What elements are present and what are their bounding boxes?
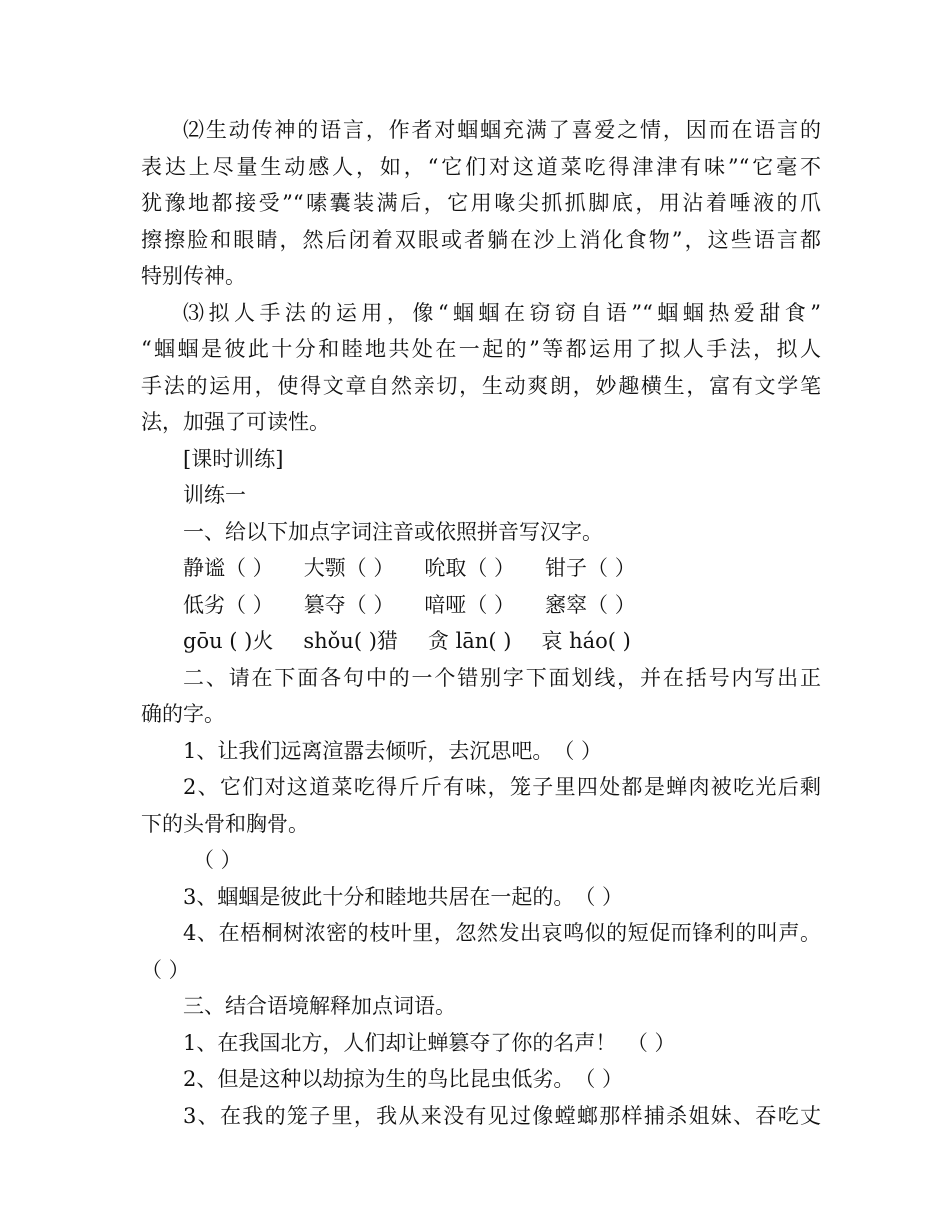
q1-pinyin-4: 哀 háo( ) xyxy=(541,629,631,653)
question-1-row-3 xyxy=(141,623,821,660)
q1-word-2-2: 篡夺（ ） xyxy=(303,592,395,617)
q1-word-2-3: 喑哑（ ） xyxy=(424,592,516,617)
training-title: 训练一 xyxy=(183,483,246,507)
question-2-item-2-line-2: 下的头骨和胸骨。 xyxy=(141,811,309,836)
section-title: [课时训练] xyxy=(183,446,284,471)
paragraph-2-line-1: ⑵生动传神的语言，作者对蝈蝈充满了喜爱之情，因而在语言的 xyxy=(183,118,821,142)
paragraph-2-line-3: 犹豫地都接受”“嗉囊装满后，它用喙尖抓抓脚底，用沾着唾液的爪 xyxy=(141,191,821,215)
question-2-item-4-line-1: 4、在梧桐树浓密的枝叶里，忽然发出哀鸣似的短促而锋利的叫声。 xyxy=(183,921,821,945)
question-3-item-2: 2、但是这种以劫掠为生的鸟比昆虫低劣。 （ ） xyxy=(183,1067,624,1091)
q1-pinyin-1: gōu ( )火 xyxy=(183,629,274,653)
question-1-row-1 xyxy=(141,550,821,587)
question-2-title-line-2: 确的字。 xyxy=(141,702,225,726)
question-1-title: 一、给以下加点字词注音或依照拼音写汉字。 xyxy=(183,519,603,544)
paragraph-2-line-4: 擦擦脸和眼睛，然后闭着双眼或者躺在沙上消化食物”，这些语言都 xyxy=(141,227,821,252)
question-2-item-3: 3、蝈蝈是彼此十分和睦地共居在一起的。 （ ） xyxy=(183,884,624,909)
q1-pinyin-3: 贪 lān( ) xyxy=(427,629,512,653)
paragraph-2-line-5: 特别传神。 xyxy=(141,264,246,288)
q1-word-1-4: 钳子（ ） xyxy=(545,556,636,580)
question-3-title: 三、结合语境解释加点词语。 xyxy=(183,994,456,1018)
document-body xyxy=(141,112,821,1134)
paragraph-3-line-3: 手法的运用，使得文章自然亲切，生动爽朗，妙趣横生，富有文学笔 xyxy=(141,373,821,398)
q1-word-1-2: 大颚（ ） xyxy=(303,556,395,580)
question-2-item-4-line-2: （ ） xyxy=(141,957,190,982)
paragraph-2-line-2: 表达上尽量生动感人，如，“它们对这道菜吃得津津有味”“它毫不 xyxy=(141,154,821,179)
question-3-item-3: 3、在我的笼子里，我从来没有见过像螳螂那样捕杀姐妹、吞吃丈 xyxy=(183,1103,821,1128)
q1-pinyin-2: shǒu( )猎 xyxy=(303,629,398,653)
q1-word-1-3: 吮取（ ） xyxy=(424,556,516,580)
question-3-item-1: 1、在我国北方，人们却让蝉篡夺了你的名声！ （ ） xyxy=(183,1030,676,1055)
question-2-title-line-1: 二、请在下面各句中的一个错别字下面划线，并在括号内写出正 xyxy=(183,665,821,690)
q1-word-2-1: 低劣（ ） xyxy=(183,592,274,617)
paragraph-3-line-2: “蝈蝈是彼此十分和睦地共处在一起的”等都运用了拟人手法，拟人 xyxy=(141,337,821,361)
q1-word-1-1: 静谧（ ） xyxy=(183,556,274,580)
question-1-row-2 xyxy=(141,587,821,624)
question-2-item-2-line-1: 2、它们对这道菜吃得斤斤有味，笼子里四处都是蝉肉被吃光后剩 xyxy=(183,775,821,799)
q1-word-2-4: 窸窣（ ） xyxy=(545,592,636,617)
question-2-item-1: 1、让我们远离渲嚣去倾听，去沉思吧。 （ ） xyxy=(183,738,603,763)
paragraph-3-line-1: ⑶拟人手法的运用，像“蝈蝈在窃窃自语”“蝈蝈热爱甜食” xyxy=(183,300,821,325)
paragraph-3-line-4: 法，加强了可读性。 xyxy=(141,410,330,434)
question-2-item-2-blank: （ ） xyxy=(193,848,242,872)
